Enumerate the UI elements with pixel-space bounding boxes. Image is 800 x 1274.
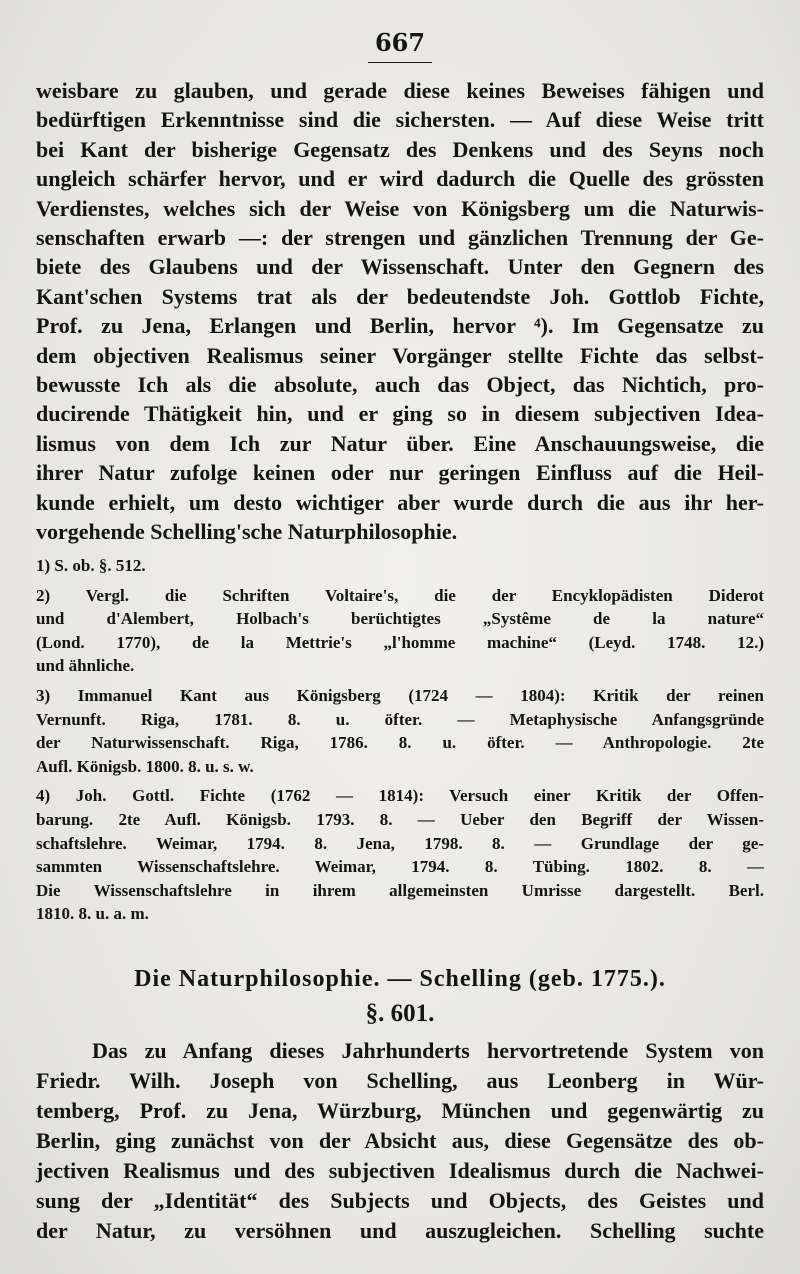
text-line: temberg, Prof. zu Jena, Würzburg, München und gegenwärtig zu	[36, 1098, 764, 1123]
section-number: §. 601.	[365, 1000, 435, 1027]
footnote-line: schaftslehre. Weimar, 1794. 8. Jena, 1798. 8. — Grundlage der ge-	[36, 833, 764, 853]
footnote-line: 2) Vergl. die Schriften Voltaire's, die der Encyklopädisten Diderot	[36, 585, 764, 605]
text-line: sung der „Identität“ des Subjects und Objects, des Geistes und	[36, 1188, 764, 1213]
footnote-1	[36, 554, 764, 578]
text-line: vorgehende Schelling'sche Naturphilosophie.	[36, 519, 458, 545]
footnote-line: 1810. 8. u. a. m.	[36, 904, 149, 924]
chapter-heading: Die Naturphilosophie. — Schelling (geb. 1775.).	[134, 966, 666, 992]
footnote-line: und ähnliche.	[36, 656, 135, 676]
footnote-line: Die Wissenschaftslehre in ihrem allgemeinsten Umrisse dargestellt. Berl.	[36, 880, 764, 900]
footnote-2	[36, 584, 764, 678]
text-line: Kant'schen Systems trat als der bedeutendste Joh. Gottlob Fichte,	[36, 283, 764, 309]
footnote-line: Vernunft. Riga, 1781. 8. u. öfter. — Metaphysische Anfangsgründe	[36, 709, 764, 729]
footnote-line: 4) Joh. Gottl. Fichte (1762 — 1814): Versuch einer Kritik der Offen-	[36, 786, 764, 806]
text-line: Friedr. Wilh. Joseph von Schelling, aus Leonberg in Wür-	[36, 1068, 764, 1093]
footnote-line: und d'Alembert, Holbach's berüchtigtes „Systême de la nature“	[36, 609, 764, 629]
footnote-line: der Naturwissenschaft. Riga, 1786. 8. u. öfter. — Anthropologie. 2te	[36, 733, 764, 753]
text-line: Prof. zu Jena, Erlangen und Berlin, hervor ⁴). Im Gegensatze zu	[36, 313, 764, 339]
section-text	[36, 1036, 764, 1246]
text-line: lismus von dem Ich zur Natur über. Eine Anschauungsweise, die	[36, 430, 764, 456]
footnote-line: sammten Wissenschaftslehre. Weimar, 1794. 8. Tübing. 1802. 8. —	[36, 857, 764, 877]
text-line: ihrer Natur zufolge keinen oder nur geringen Einfluss auf die Heil-	[36, 460, 764, 486]
footnotes	[36, 554, 764, 932]
footnote-3	[36, 684, 764, 778]
footnote-4	[36, 784, 764, 926]
text-line: jectiven Realismus und des subjectiven Idealismus durch die Nachwei-	[36, 1158, 764, 1183]
main-text	[36, 76, 764, 547]
text-line: Berlin, ging zunächst von der Absicht aus, diese Gegensätze des ob-	[36, 1128, 764, 1153]
text-line: dem objectiven Realismus seiner Vorgänger stellte Fichte das selbst-	[36, 342, 764, 368]
text-line: ungleich schärfer hervor, und er wird dadurch die Quelle des grössten	[36, 166, 764, 192]
text-line: Verdienstes, welches sich der Weise von Königsberg um die Naturwis-	[36, 195, 764, 221]
text-line: biete des Glaubens und der Wissenschaft. Unter den Gegnern des	[36, 254, 764, 280]
page-number-rule	[368, 62, 432, 63]
text-line: kunde erhielt, um desto wichtiger aber wurde durch die aus ihr her-	[36, 489, 764, 515]
text-line: senschaften erwarb —: der strengen und gänzlichen Trennung der Ge-	[36, 225, 764, 251]
footnote-line: barung. 2te Aufl. Königsb. 1793. 8. — Ueber den Begriff der Wissen-	[36, 809, 764, 829]
text-line: der Natur, zu versöhnen und auszugleichen. Schelling suchte	[36, 1218, 764, 1243]
footnote-line: (Lond. 1770), de la Mettrie's „l'homme machine“ (Leyd. 1748. 12.)	[36, 632, 764, 652]
text-line: ducirende Thätigkeit hin, und er ging so in diesem subjectiven Idea-	[36, 401, 764, 427]
text-line: weisbare zu glauben, und gerade diese keines Beweises fähigen und	[36, 78, 764, 103]
text-line: Das zu Anfang dieses Jahrhunderts hervortretende System von	[92, 1038, 764, 1063]
footnote-line: Aufl. Königsb. 1800. 8. u. s. w.	[36, 756, 254, 776]
page-number: 667	[374, 28, 426, 57]
text-line: bei Kant der bisherige Gegensatz des Denkens und des Seyns noch	[36, 136, 764, 162]
footnote-line: 1) S. ob. §. 512.	[36, 556, 146, 575]
text-line: bewusste Ich als die absolute, auch das Object, das Nichtich, pro-	[36, 372, 764, 398]
text-line: bedürftigen Erkenntnisse sind die sichersten. — Auf diese Weise tritt	[36, 107, 764, 133]
footnote-line: 3) Immanuel Kant aus Königsberg (1724 — 1804): Kritik der reinen	[36, 685, 764, 705]
